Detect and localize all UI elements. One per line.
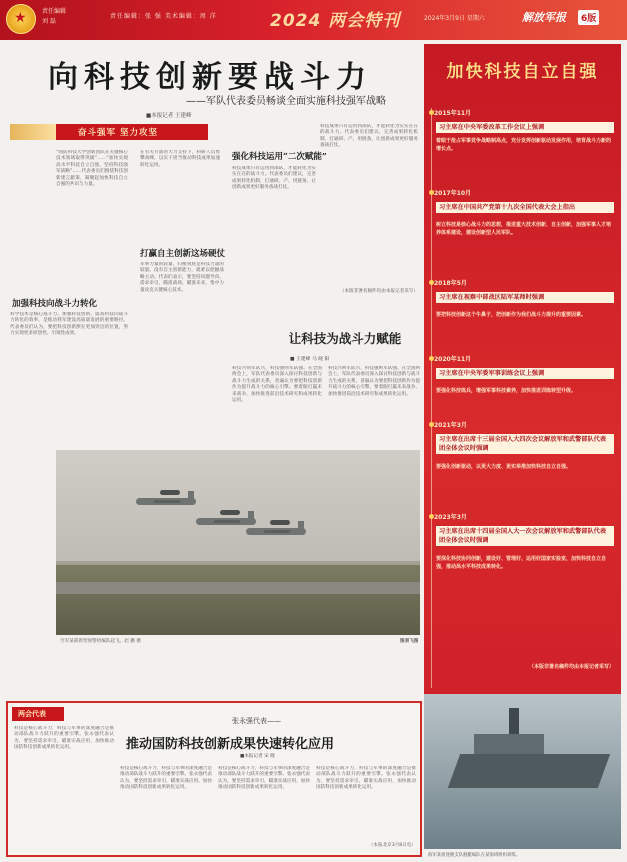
ship-mast [509, 708, 519, 736]
timeline-body: 要深化科技协同创新，建设好、管理好、运用好国家实验室，加快科技自立自强，推动高水平科技成果转化。 [436, 556, 607, 570]
ship-deck [474, 734, 544, 756]
page-subtitle: ——军队代表委员畅谈全面实施科技强军战略 [186, 96, 386, 107]
timeline-title: 习主席在出席十三届全国人大四次会议解放军和武警部队代表团全体会议时强调 [436, 434, 614, 454]
masthead-meta: 责任编辑：张 强 美术编辑：周 洋 [110, 13, 217, 20]
feature-title: 让科技为战斗力赋能 [288, 331, 402, 346]
main-byline: ■本报记者 王建峰 [146, 113, 192, 119]
editor-name: 刘 磊 [42, 18, 56, 25]
timeline-title: 习主席在中央军委军事训练会议上强调 [436, 368, 614, 379]
aircraft-photo [56, 450, 420, 635]
page-number: 6版 [578, 10, 599, 25]
photo-runway [56, 582, 420, 594]
section-banner-label: 奋斗强军 坚力攻坚 [78, 128, 158, 138]
editor-label: 责任编辑 [42, 8, 67, 15]
section-title-2: 打赢自主创新这场硬仗 [140, 249, 226, 259]
bottom-body-1: 科技是核心战斗力，科技与军事的深度融合是推动部队战斗力跃升的重要引擎。张永强代表认为，要坚持需求牵引，瞄准实战应用，加快推动国防科技创新成果转化运用。 [14, 726, 114, 751]
timeline-body: 要强化创新驱动，以更大力度、更实举措加快科技自立自强。 [436, 464, 572, 470]
section-title-3: 强化科技运用“二次赋能” [232, 152, 327, 162]
masthead-date: 2024年3月9日 星期六 [424, 15, 485, 22]
bottom-body-2: 科技是核心战斗力，科技与军事的深度融合是推动部队战斗力跃升的重要引擎。张永强代表认为，要坚持需求牵引，瞄准实战应用，加快推动国防科技创新成果转化运用。 [120, 766, 212, 791]
timeline-title: 习主席在中国共产党第十九次全国代表大会上指出 [436, 202, 614, 213]
ship-caption: 海军某驱逐舰支队舰艇编队在某海域组织训练。 [428, 853, 521, 858]
timeline-body: 树立科技是核心战斗力的思想，推进重大技术创新、自主创新，加强军事人才培养体系建设，建设创新型人民军队。 [436, 222, 612, 236]
left-body-2: 在有关方面的大力支持下，科研人员勇攀高峰，以实干担当推动科技成果加速转化运用。 [140, 150, 220, 168]
sidebar-title: 加快科技自立自强 [446, 62, 599, 82]
page-title: 向科技创新要战斗力 [48, 60, 372, 95]
timeline-line [431, 108, 432, 688]
section-title-1: 加强科技向战斗力转化 [12, 299, 98, 309]
feature-body-2: 科技兴则军队兴，科技强则军队强。在全国两会上，军队代表委员深入探讨科技创新与战斗力生成的关系，普遍认为要把科技创新作为提升战斗力的核心引擎。要着眼打赢未来战争，加快推进前沿技术研究和成果转化运用。 [328, 366, 420, 397]
bottom-tag [12, 707, 64, 721]
right-body: 科技成果只有运用到部队，才能转化为实实在在的战斗力。代表委员们建议，完善成果转化机制，打通研、产、用链条，让创新成果更好服务备战打仗。 [320, 124, 418, 149]
timeline-date: 2018年5月 [434, 280, 467, 287]
bottom-title: 推动国防科技创新成果快速转化应用 [126, 737, 335, 752]
timeline-title: 习主席在视察中部战区陆军某师时强调 [436, 292, 614, 303]
masthead-banner: 2024 两会特刊 [270, 11, 401, 31]
timeline-date: 2015年11月 [434, 110, 472, 117]
banner-ribbon [10, 124, 56, 140]
photo-ground [56, 565, 420, 635]
photo-credit: 图表飞图 [400, 639, 419, 644]
section-banner [56, 124, 208, 140]
paper-name: 解放军报 [522, 11, 566, 24]
timeline-date: 2020年11月 [434, 356, 472, 363]
timeline-body: 要强化科技练兵，增强军事科技素养，加快推进训练转型升级。 [436, 388, 577, 394]
feature-body-1: 科技兴则军队兴，科技强则军队强。在全国两会上，军队代表委员深入探讨科技创新与战斗力生成的关系，普遍认为要把科技创新作为提升战斗力的核心引擎。要着眼打赢未来战争，加快推进前沿技术研究和成果转化运用。 [232, 366, 322, 404]
photo-caption: 空军某部新型预警机编队起飞。赵 鹏 摄 [60, 639, 142, 644]
timeline-date: 2021年3月 [434, 422, 467, 429]
mid-body-2: 科技成果只有运用到部队，才能转化为实实在在的战斗力。代表委员们建议，完善成果转化机制，打通研、产、用链条，让创新成果更好服务备战打仗。 [232, 166, 316, 191]
timeline-title: 习主席在出席十四届全国人大一次会议解放军和武警部队代表团全体会议时强调 [436, 526, 614, 546]
timeline-body: 着眼于抢占军事竞争战略制高点，充分发挥创新驱动发展作用，培育战斗力新的增长点。 [436, 138, 612, 152]
bottom-byline: ■本报记者 宋 晓 [240, 754, 275, 759]
timeline-body: 要把科技创新这个牛鼻子，把创新作为我们战斗力提升的重要因素。 [436, 312, 587, 318]
bottom-body-3: 科技是核心战斗力，科技与军事的深度融合是推动部队战斗力跃升的重要引擎。张永强代表认为，要坚持需求牵引，瞄准实战应用，加快推动国防科技创新成果转化运用。 [218, 766, 310, 791]
feature-byline: ■ 王建峰 马 晓 阳 [290, 357, 330, 362]
masthead [0, 0, 627, 40]
ship-hull [448, 754, 610, 788]
bottom-body-4: 科技是核心战斗力，科技与军事的深度融合是推动部队战斗力跃升的重要引擎。张永强代表认为，要坚持需求牵引，瞄准实战应用，加快推动国防科技创新成果转化运用。 [316, 766, 416, 791]
photo-sky [56, 450, 420, 561]
left-body-1: 科学技术是核心战斗力。加强科技创新，提高科技向战斗力转化的效率，是推动我军建设高质量发展的重要路径。代表委员们认为，要把科技创新摆在更加突出的位置，努力实现更多原创性、引领性成果。 [10, 312, 128, 337]
warship-photo [424, 694, 621, 849]
timeline-title: 习主席在中央军委改革工作会议上强调 [436, 122, 614, 133]
mid-body: 军事力量的较量，归根到底是科技力量的较量。没有自主创新能力，就难以把握战略主动。代表们表示，要坚持问题导向、需求牵引，瞄准战场、瞄准未来，集中力量攻克关键核心技术。 [140, 262, 224, 293]
emblem-icon [6, 4, 36, 34]
left-intro: “国防科技大学创新团队在关键核心技术领域取得突破”……“加快实现高水平科技自立自强，坚持科技强军战略”……代表委员们围绕科技创新建言献策，凝聚起加快科技自立自强的共识与力量。 [56, 150, 128, 188]
mid-note: （本版非署名稿件均由本报记者采写） [339, 289, 418, 294]
timeline-date: 2017年10月 [434, 190, 472, 197]
bottom-tag-label: 两会代表 [18, 710, 46, 718]
timeline-sidebar [424, 44, 621, 694]
timeline-date: 2023年3月 [434, 514, 467, 521]
bottom-note: （本报北京3月8日电） [368, 843, 416, 848]
bottom-lead: 张永强代表—— [232, 717, 281, 725]
sidebar-note: （本版非署名稿件均由本报记者采写） [528, 664, 614, 670]
